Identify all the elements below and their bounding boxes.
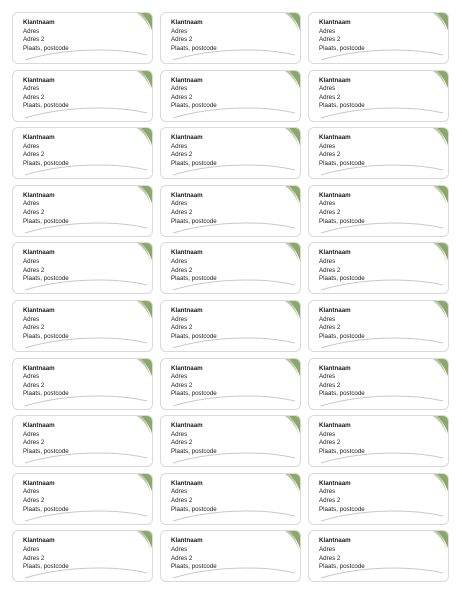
customer-name: Klantnaam	[23, 19, 55, 26]
address-line-1: Adres	[171, 315, 188, 323]
address-label-r10-c3[interactable]	[308, 530, 449, 582]
address-line-1: Adres	[319, 315, 336, 323]
customer-name: Klantnaam	[171, 191, 203, 199]
address-line-1: Adres	[319, 545, 336, 553]
customer-name: Klantnaam	[171, 422, 203, 430]
address-line-1: Adres	[23, 257, 40, 265]
address-line-1: Adres	[23, 430, 40, 438]
address-block	[23, 192, 69, 226]
address-label-r7-c3[interactable]	[308, 358, 449, 410]
address-label-r8-c3[interactable]	[308, 415, 449, 467]
address-line-1: Adres	[171, 257, 188, 265]
address-line-1: Adres	[319, 488, 336, 496]
address-label-r3-c3[interactable]	[308, 127, 449, 179]
address-block	[23, 365, 69, 399]
customer-name: Klantnaam	[23, 364, 55, 372]
address-line-2: Adres 2	[23, 93, 45, 101]
address-line-2: Adres 2	[319, 496, 341, 504]
city-postcode: Plaats, postcode	[171, 44, 217, 52]
address-line-2: Adres 2	[23, 439, 45, 447]
address-line-2: Adres 2	[171, 93, 193, 101]
address-label-r4-c1[interactable]	[12, 185, 153, 237]
customer-name: Klantnaam	[171, 537, 203, 545]
city-postcode: Plaats, postcode	[319, 332, 365, 340]
address-line-2: Adres 2	[171, 496, 193, 504]
city-postcode: Plaats, postcode	[23, 275, 69, 283]
address-label-r2-c2[interactable]	[160, 70, 301, 122]
customer-name: Klantnaam	[319, 191, 351, 199]
city-postcode: Plaats, postcode	[171, 159, 217, 167]
address-line-2: Adres 2	[23, 324, 45, 332]
customer-name: Klantnaam	[23, 537, 55, 545]
address-label-r8-c2[interactable]	[160, 415, 301, 467]
address-line-1: Adres	[23, 200, 40, 208]
customer-name: Klantnaam	[171, 479, 203, 487]
customer-name: Klantnaam	[23, 479, 55, 487]
address-line-2: Adres 2	[319, 208, 341, 216]
city-postcode: Plaats, postcode	[23, 44, 69, 52]
address-block	[319, 192, 365, 226]
address-line-1: Adres	[171, 488, 188, 496]
city-postcode: Plaats, postcode	[319, 102, 365, 110]
address-block	[23, 537, 69, 571]
city-postcode: Plaats, postcode	[23, 563, 69, 571]
customer-name: Klantnaam	[171, 307, 203, 314]
city-postcode: Plaats, postcode	[171, 217, 217, 225]
address-label-r1-c1[interactable]	[12, 12, 153, 64]
address-line-1: Adres	[171, 85, 188, 93]
address-line-2: Adres 2	[23, 554, 45, 562]
address-label-r2-c3[interactable]	[308, 70, 449, 122]
customer-name: Klantnaam	[319, 307, 351, 314]
customer-name: Klantnaam	[23, 249, 55, 257]
address-line-2: Adres 2	[23, 266, 45, 274]
address-line-2: Adres 2	[23, 208, 45, 216]
address-label-r9-c3[interactable]	[308, 473, 449, 525]
address-line-1: Adres	[23, 545, 40, 553]
address-line-1: Adres	[319, 200, 336, 208]
address-line-1: Adres	[319, 27, 336, 35]
customer-name: Klantnaam	[319, 537, 351, 545]
address-block	[319, 537, 365, 571]
city-postcode: Plaats, postcode	[171, 563, 217, 571]
address-label-r1-c2[interactable]	[160, 12, 301, 64]
customer-name: Klantnaam	[23, 191, 55, 199]
address-line-2: Adres 2	[171, 554, 193, 562]
city-postcode: Plaats, postcode	[171, 447, 217, 455]
address-line-2: Adres 2	[171, 151, 193, 159]
address-label-r6-c1[interactable]	[12, 300, 153, 352]
address-line-1: Adres	[171, 430, 188, 438]
address-line-1: Adres	[171, 373, 188, 381]
address-block	[23, 134, 69, 168]
address-block	[319, 422, 365, 456]
address-block	[319, 307, 365, 341]
address-line-2: Adres 2	[23, 496, 45, 504]
customer-name: Klantnaam	[23, 422, 55, 430]
customer-name: Klantnaam	[319, 134, 351, 142]
customer-name: Klantnaam	[319, 76, 351, 84]
address-block	[171, 77, 217, 111]
address-block	[319, 77, 365, 111]
address-label-r3-c1[interactable]	[12, 127, 153, 179]
customer-name: Klantnaam	[319, 249, 351, 257]
customer-name: Klantnaam	[319, 364, 351, 372]
address-block	[171, 249, 217, 283]
city-postcode: Plaats, postcode	[319, 275, 365, 283]
address-line-2: Adres 2	[319, 381, 341, 389]
address-line-2: Adres 2	[23, 151, 45, 159]
address-line-2: Adres 2	[171, 36, 193, 44]
city-postcode: Plaats, postcode	[319, 447, 365, 455]
address-line-2: Adres 2	[23, 381, 45, 389]
address-line-1: Adres	[23, 373, 40, 381]
address-block	[23, 249, 69, 283]
city-postcode: Plaats, postcode	[23, 102, 69, 110]
city-postcode: Plaats, postcode	[319, 390, 365, 398]
city-postcode: Plaats, postcode	[171, 102, 217, 110]
address-line-1: Adres	[319, 85, 336, 93]
address-label-r7-c1[interactable]	[12, 358, 153, 410]
address-label-r5-c1[interactable]	[12, 242, 153, 294]
city-postcode: Plaats, postcode	[171, 390, 217, 398]
address-line-2: Adres 2	[171, 439, 193, 447]
address-block	[23, 480, 69, 514]
city-postcode: Plaats, postcode	[171, 332, 217, 340]
address-label-r1-c3[interactable]	[308, 12, 449, 64]
address-label-r10-c2[interactable]	[160, 530, 301, 582]
address-line-1: Adres	[23, 488, 40, 496]
address-line-2: Adres 2	[319, 554, 341, 562]
address-line-1: Adres	[23, 315, 40, 323]
address-line-2: Adres 2	[171, 208, 193, 216]
address-block	[319, 249, 365, 283]
city-postcode: Plaats, postcode	[319, 217, 365, 225]
address-line-1: Adres	[23, 85, 40, 93]
address-label-r9-c2[interactable]	[160, 473, 301, 525]
customer-name: Klantnaam	[23, 76, 55, 84]
customer-name: Klantnaam	[23, 307, 55, 314]
customer-name: Klantnaam	[23, 134, 55, 142]
city-postcode: Plaats, postcode	[23, 505, 69, 513]
address-line-1: Adres	[23, 27, 40, 35]
address-line-1: Adres	[319, 430, 336, 438]
address-block	[23, 77, 69, 111]
address-block	[319, 365, 365, 399]
customer-name: Klantnaam	[319, 19, 351, 26]
customer-name: Klantnaam	[171, 134, 203, 142]
address-block	[319, 19, 365, 53]
address-line-2: Adres 2	[319, 151, 341, 159]
address-line-1: Adres	[171, 142, 188, 150]
address-label-r4-c3[interactable]	[308, 185, 449, 237]
address-line-2: Adres 2	[171, 266, 193, 274]
address-block	[23, 422, 69, 456]
address-block	[171, 19, 217, 53]
address-label-r6-c2[interactable]	[160, 300, 301, 352]
city-postcode: Plaats, postcode	[23, 217, 69, 225]
city-postcode: Plaats, postcode	[23, 159, 69, 167]
address-label-r6-c3[interactable]	[308, 300, 449, 352]
address-line-2: Adres 2	[319, 36, 341, 44]
address-block	[171, 537, 217, 571]
customer-name: Klantnaam	[171, 364, 203, 372]
address-label-r3-c2[interactable]	[160, 127, 301, 179]
city-postcode: Plaats, postcode	[171, 275, 217, 283]
address-line-2: Adres 2	[23, 36, 45, 44]
address-line-2: Adres 2	[319, 439, 341, 447]
address-block	[171, 134, 217, 168]
address-label-r10-c1[interactable]	[12, 530, 153, 582]
address-line-2: Adres 2	[319, 93, 341, 101]
address-block	[171, 480, 217, 514]
address-label-r4-c2[interactable]	[160, 185, 301, 237]
address-line-1: Adres	[171, 545, 188, 553]
address-label-r9-c1[interactable]	[12, 473, 153, 525]
address-label-r7-c2[interactable]	[160, 358, 301, 410]
address-block	[319, 480, 365, 514]
address-block	[23, 19, 69, 53]
address-line-1: Adres	[171, 200, 188, 208]
address-line-1: Adres	[319, 142, 336, 150]
address-block	[171, 365, 217, 399]
address-line-2: Adres 2	[171, 381, 193, 389]
customer-name: Klantnaam	[171, 19, 203, 26]
address-line-1: Adres	[319, 373, 336, 381]
address-line-1: Adres	[319, 257, 336, 265]
address-label-r5-c3[interactable]	[308, 242, 449, 294]
city-postcode: Plaats, postcode	[319, 159, 365, 167]
address-label-r2-c1[interactable]	[12, 70, 153, 122]
customer-name: Klantnaam	[171, 76, 203, 84]
address-block	[23, 307, 69, 341]
city-postcode: Plaats, postcode	[171, 505, 217, 513]
city-postcode: Plaats, postcode	[319, 44, 365, 52]
address-block	[319, 134, 365, 168]
address-block	[171, 307, 217, 341]
address-label-r5-c2[interactable]	[160, 242, 301, 294]
address-label-r8-c1[interactable]	[12, 415, 153, 467]
city-postcode: Plaats, postcode	[23, 332, 69, 340]
address-line-2: Adres 2	[319, 266, 341, 274]
address-line-2: Adres 2	[171, 324, 193, 332]
address-line-2: Adres 2	[319, 324, 341, 332]
address-line-1: Adres	[23, 142, 40, 150]
customer-name: Klantnaam	[319, 422, 351, 430]
city-postcode: Plaats, postcode	[23, 390, 69, 398]
customer-name: Klantnaam	[171, 249, 203, 257]
city-postcode: Plaats, postcode	[319, 505, 365, 513]
address-line-1: Adres	[171, 27, 188, 35]
city-postcode: Plaats, postcode	[23, 447, 69, 455]
customer-name: Klantnaam	[319, 479, 351, 487]
city-postcode: Plaats, postcode	[319, 563, 365, 571]
address-block	[171, 422, 217, 456]
address-block	[171, 192, 217, 226]
